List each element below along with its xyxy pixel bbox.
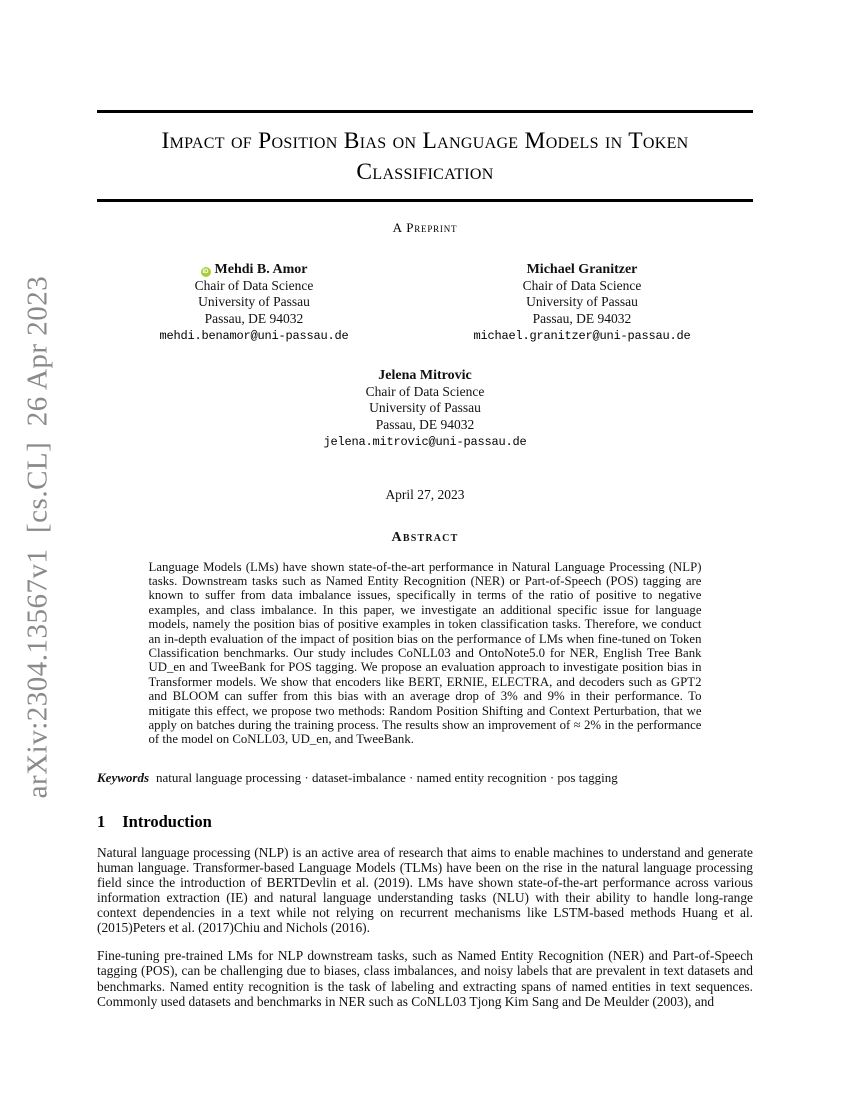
author-affiliation: University of Passau xyxy=(369,400,481,415)
section-title: Introduction xyxy=(122,811,212,831)
author-affiliation: Passau, DE 94032 xyxy=(532,310,632,326)
author-block-2 xyxy=(473,261,690,345)
title-rule-bottom xyxy=(97,199,753,202)
author-affiliation: Chair of Data Science xyxy=(194,277,314,293)
section-heading-introduction xyxy=(97,812,753,832)
intro-paragraph-1: Natural language processing (NLP) is an active area of research that aims to enable machines to understand and generate human language. Transformer-based Language Models (TLMs) have been on the rise in the natural language processing field since the introduction of BERTDevlin et al. (2019). LMs have shown state-of-the-art performance across various information extraction (IE) and natural language understanding tasks (NLU) with their ability to handle long-range context dependencies in a text while not relying on recurrent mechanisms like LSTM-based methods Huang et al. (2015)Peters et al. (2017)Chiu and Nichols (2016). xyxy=(97,844,753,936)
abstract-text: Language Models (LMs) have shown state-of-the-art performance in Natural Language Processing (NLP) tasks. Downstream tasks such as Named Entity Recognition (NER) or Part-of-Speech (POS) tagging are known to suffer from data imbalance issues, specifically in terms of the ratio of positive to negative examples, and class imbalance. In this paper, we investigate an additional specific issue for language models, namely the position bias of positive examples in token classification tasks. Therefore, we conduct an in-depth evaluation of the impact of position bias on the performance of LMs when fine-tuned on Token Classification benchmarks. Our study includes CoNLL03 and OntoNote5.0 for NER, English Tree Bank UD_en and TweeBank for POS tagging. We propose an evaluation approach to investigate position bias in Transformer models. We show that encoders like BERT, ERNIE, ELECTRA, and decoders such as GPT2 and BLOOM can suffer from this bias with an average drop of 3% and 9% in their performance. To mitigate this effect, we propose two methods: Random Position Shifting and Context Perturbation, that we apply on batches during the training process. The results show an improvement of ≈ 2% in the performance of the model on CoNLL03, UD_en, and TweeBank. xyxy=(148,559,702,747)
publication-date: April 27, 2023 xyxy=(385,486,465,502)
authors-row-top xyxy=(97,261,753,345)
intro-paragraph-2: Fine-tuning pre-trained LMs for NLP downstream tasks, such as Named Entity Recognition (NER) and Part-of-Speech tagging (POS), can be challenging due to biases, class imbalances, and noisy labels that are prevalent in text datasets and benchmarks. Named entity recognition is the task of labeling and extracting spans of named entities in text sequences. Commonly used datasets and benchmarks in NER such as CoNLL03 Tjong Kim Sang and De Meulder (2003), and xyxy=(97,948,753,1009)
author-affiliation: University of Passau xyxy=(526,294,638,309)
paper-content xyxy=(97,0,753,1009)
keywords-text: natural language processing · dataset-imbalance · named entity recognition · pos tagging xyxy=(156,769,618,785)
author-name-3: Jelena Mitrovic xyxy=(378,367,472,383)
orcid-icon[interactable]: iD xyxy=(202,269,209,275)
paper-title: Impact of Position Bias on Language Models in Token Classification xyxy=(161,127,689,185)
keywords-line xyxy=(97,770,753,785)
author-affiliation: Passau, DE 94032 xyxy=(204,310,304,326)
author-name-text: Mehdi B. Amor xyxy=(214,261,308,277)
author-email-3[interactable]: jelena.mitrovic@uni-passau.de xyxy=(323,435,527,449)
author-name-2: Michael Granitzer xyxy=(526,261,638,277)
title-rule-top xyxy=(97,110,753,113)
author-block-3 xyxy=(97,367,753,451)
author-affiliation: Chair of Data Science xyxy=(365,383,485,399)
author-affiliation: Chair of Data Science xyxy=(522,277,642,293)
abstract-heading: Abstract xyxy=(391,529,459,545)
keywords-label: Keywords xyxy=(97,769,149,785)
author-name-1 xyxy=(159,261,348,278)
preprint-label: A Preprint xyxy=(392,219,458,235)
arxiv-watermark: arXiv:2304.13567v1 [cs.CL] 26 Apr 2023 xyxy=(21,275,54,799)
author-block-1 xyxy=(159,261,348,345)
author-affiliation: Passau, DE 94032 xyxy=(375,416,475,432)
section-number: 1 xyxy=(97,811,106,831)
author-email-1[interactable]: mehdi.benamor@uni-passau.de xyxy=(159,329,349,343)
author-email-2[interactable]: michael.granitzer@uni-passau.de xyxy=(473,329,691,343)
author-affiliation: University of Passau xyxy=(198,294,310,309)
